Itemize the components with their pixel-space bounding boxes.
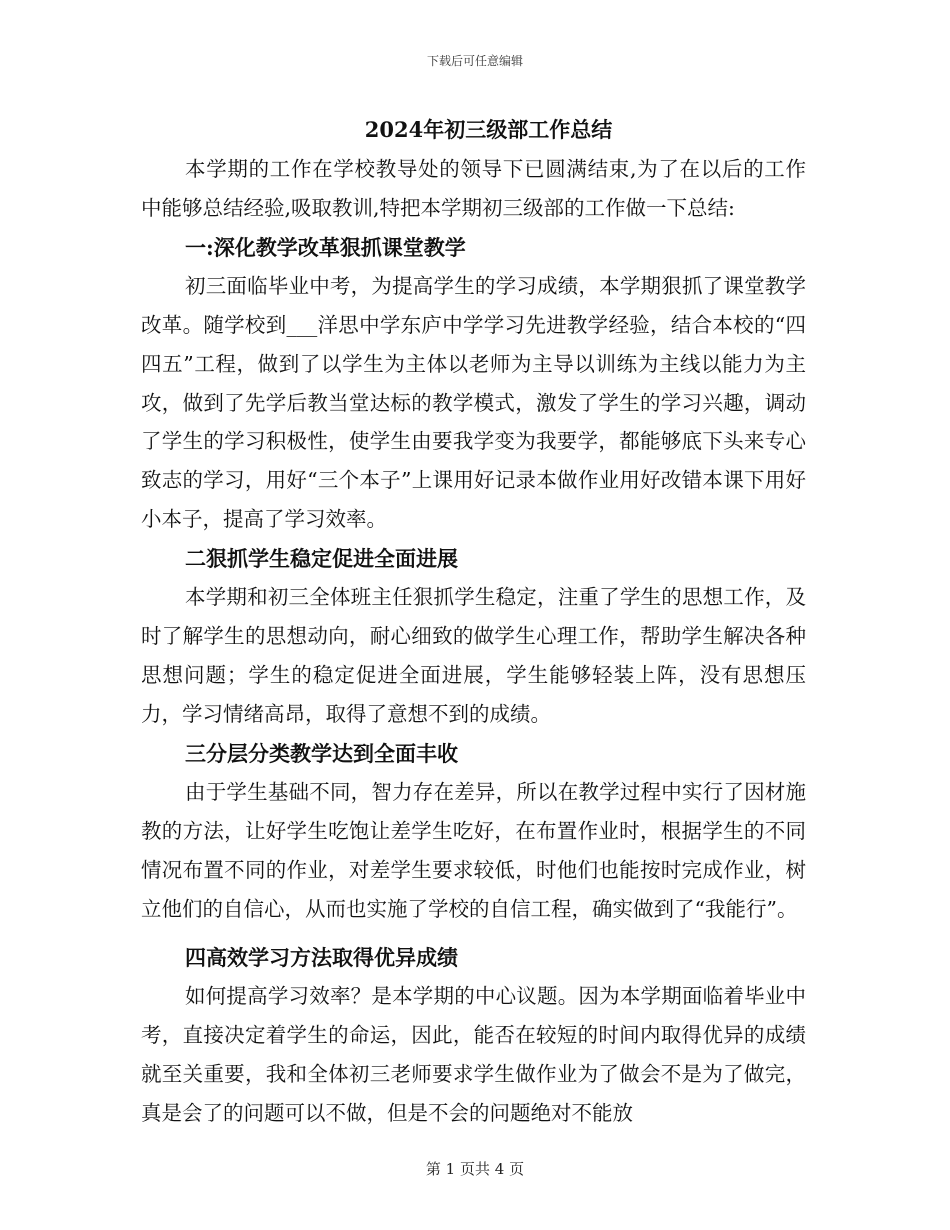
intro-paragraph: 本学期的工作在学校教导处的领导下已圆满结束,为了在以后的工作中能够总结经验,吸取教训,特把本学期初三级部的工作做一下总结: (141, 157, 806, 220)
section-heading-4: 四高效学习方法取得优异成绩 (185, 945, 458, 971)
section-heading-2: 二狠抓学生稳定促进全面进展 (185, 546, 458, 572)
section-body-4: 如何提高学习效率？是本学期的中心议题。因为本学期面临着毕业中考，直接决定着学生的命运，因此，能否在较短的时间内取得优异的成绩就至关重要，我和全体初三老师要求学生做作业为了做会不是为了做完，真是会了的问题可以不做，但是不会的问题绝对不能放 (141, 984, 806, 1126)
page-number: 第 1 页共 4 页 (425, 1160, 525, 1178)
section-heading-3: 三分层分类教学达到全面丰收 (185, 740, 458, 766)
section-body-1: 初三面临毕业中考，为提高学生的学习成绩，本学期狠抓了课堂教学改革。随学校到___洋思中学东庐中学学习先进教学经验，结合本校的“四四五”工程，做到了以学生为主体以老师为主导以训练为主线以能力为主攻，做到了先学后教当堂达标的教学模式，激发了学生的学习兴趣，调动了学生的学习积极性，使学生由要我学变为我要学，都能够底下头来专心致志的学习，用好“三个本子”上课用好记录本做作业用好改错本课下用好小本子，提高了学习效率。 (141, 273, 806, 532)
section-body-3: 由于学生基础不同，智力存在差异，所以在教学过程中实行了因材施教的方法，让好学生吃饱让差学生吃好，在布置作业时，根据学生的不同情况布置不同的作业，对差学生要求较低，时他们也能按时完成作业，树立他们的自信心，从而也实施了学校的自信工程，确实做到了“我能行”。 (141, 779, 806, 921)
section-heading-1: 一:深化教学改革狠抓课堂教学 (185, 234, 466, 260)
spacer (141, 928, 806, 938)
section-body-2: 本学期和初三全体班主任狠抓学生稳定，注重了学生的思想工作，及时了解学生的思想动向，耐心细致的做学生心理工作，帮助学生解决各种思想问题；学生的稳定促进全面进展，学生能够轻装上阵，没有思想压力，学习情绪高昂，取得了意想不到的成绩。 (141, 585, 806, 726)
document-title: 2024年初三级部工作总结 (364, 117, 613, 142)
page-header: 下载后可任意编辑 (426, 54, 523, 68)
document-body (141, 110, 806, 1133)
